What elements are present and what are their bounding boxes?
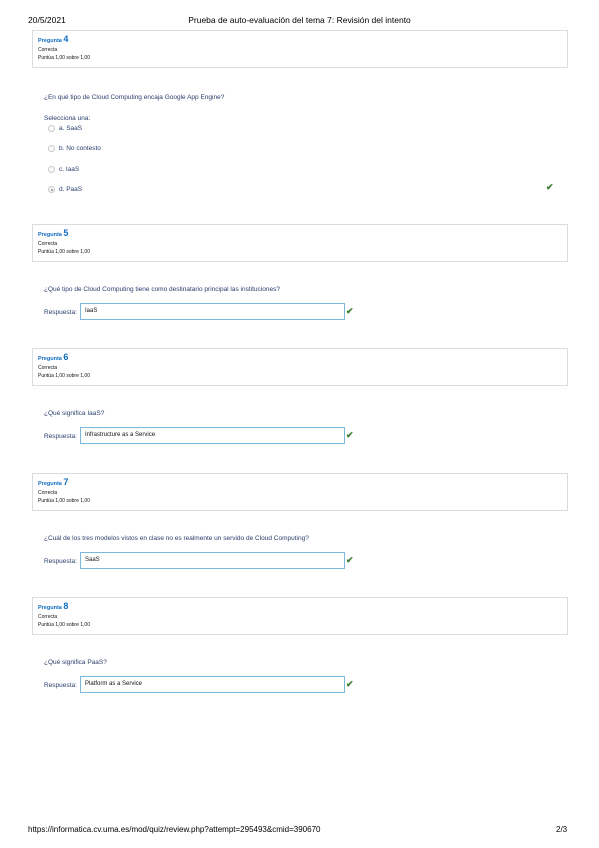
question-number: Pregunta 7 — [38, 477, 69, 487]
question-grade: Puntúa 1,00 sobre 1,00 — [38, 373, 90, 379]
print-date: 20/5/2021 — [28, 15, 66, 25]
check-icon: ✔ — [346, 555, 354, 565]
question-info-7 — [32, 473, 568, 511]
check-icon: ✔ — [546, 182, 554, 192]
check-icon: ✔ — [346, 306, 354, 316]
page-url: https://informatica.cv.uma.es/mod/quiz/review.php?attempt=295493&cmid=390670 — [28, 825, 321, 834]
radio-button[interactable] — [48, 125, 55, 132]
option-label: a. SaaS — [59, 125, 83, 132]
option-label: d. PaaS — [59, 186, 83, 193]
option-b[interactable] — [48, 145, 101, 152]
page-number: 2/3 — [556, 825, 568, 834]
question-state: Correcta — [38, 365, 58, 371]
answer-field-6[interactable]: Infrastructure as a Service — [80, 427, 345, 444]
option-a[interactable] — [48, 125, 82, 132]
option-c[interactable] — [48, 166, 79, 173]
question-grade: Puntúa 1,00 sobre 1,00 — [38, 498, 90, 504]
answer-label: Respuesta: — [44, 682, 77, 689]
page-title: Prueba de auto-evaluación del tema 7: Revisión del intento — [188, 15, 411, 25]
question-info-6 — [32, 348, 568, 386]
question-text-7: ¿Cuál de los tres modelos vistos en clase no es realmente un servido de Cloud Computing? — [44, 535, 309, 542]
question-number: Pregunta 6 — [38, 352, 69, 362]
question-number: Pregunta 8 — [38, 601, 69, 611]
question-text-8: ¿Qué significa PaaS? — [44, 659, 107, 666]
radio-button[interactable] — [48, 145, 55, 152]
question-state: Correcta — [38, 241, 58, 247]
option-d[interactable] — [48, 186, 82, 193]
radio-button-selected[interactable] — [48, 186, 55, 193]
question-state: Correcta — [38, 490, 58, 496]
question-number: Pregunta 5 — [38, 228, 69, 238]
answer-label: Respuesta: — [44, 309, 77, 316]
answer-field-7[interactable]: SaaS — [80, 552, 345, 569]
question-info-5 — [32, 224, 568, 262]
question-info-8 — [32, 597, 568, 635]
question-text-5: ¿Qué tipo de Cloud Computing tiene como destinatario principal las instituciones? — [44, 286, 280, 293]
answer-field-8[interactable]: Platform as a Service — [80, 676, 345, 693]
question-text-6: ¿Qué significa IaaS? — [44, 410, 105, 417]
question-info-4 — [32, 30, 568, 68]
question-grade: Puntúa 1,00 sobre 1,00 — [38, 622, 90, 628]
question-number: Pregunta 4 — [38, 34, 69, 44]
answer-label: Respuesta: — [44, 558, 77, 565]
check-icon: ✔ — [346, 679, 354, 689]
answer-field-5[interactable]: IaaS — [80, 303, 345, 320]
question-state: Correcta — [38, 614, 58, 620]
question-text-4: ¿En qué tipo de Cloud Computing encaja Google App Engine? — [44, 94, 225, 101]
question-grade: Puntúa 1,00 sobre 1,00 — [38, 55, 90, 61]
question-state: Correcta — [38, 47, 58, 53]
select-prompt: Selecciona una: — [44, 115, 91, 122]
radio-button[interactable] — [48, 166, 55, 173]
option-label: c. IaaS — [59, 166, 80, 173]
answer-label: Respuesta: — [44, 433, 77, 440]
option-label: b. No contesto — [59, 145, 101, 152]
question-grade: Puntúa 1,00 sobre 1,00 — [38, 249, 90, 255]
check-icon: ✔ — [346, 430, 354, 440]
